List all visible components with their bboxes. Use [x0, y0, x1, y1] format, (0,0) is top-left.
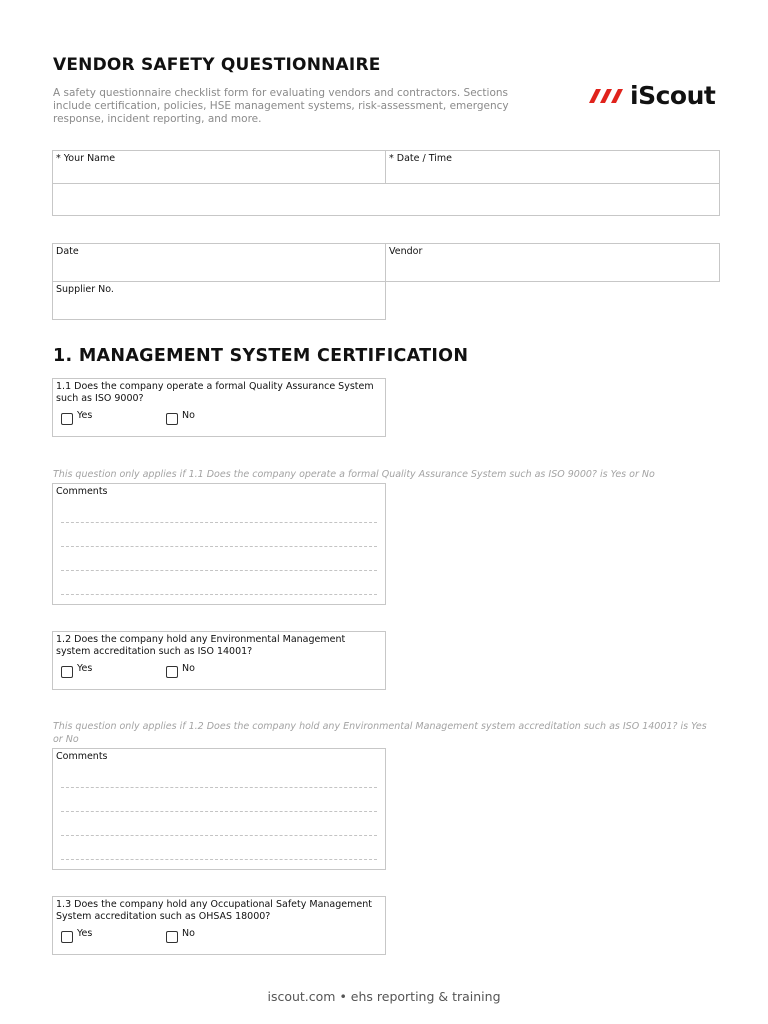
conditional-note: This question only applies if 1.1 Does the company operate a formal Quality Assurance System such as ISO 9000? is Yes or No	[53, 469, 655, 480]
vendor-field[interactable]	[385, 243, 720, 282]
option-no-label: No	[182, 928, 195, 939]
checkbox-icon[interactable]	[61, 413, 73, 425]
conditional-note: This question only applies if 1.2 Does the company hold any Environmental Management system accreditation such as ISO 14001? is Yes or No	[53, 721, 707, 745]
comments-label: Comments	[56, 751, 108, 762]
logo-text: iScout	[630, 80, 716, 110]
option-no[interactable]	[166, 663, 195, 678]
comment-line	[61, 859, 377, 860]
supplier-no-field[interactable]	[52, 281, 386, 320]
comments-field[interactable]	[52, 748, 386, 870]
date-time-label: * Date / Time	[389, 153, 452, 164]
date-time-field[interactable]	[385, 150, 720, 184]
section-heading: 1. MANAGEMENT SYSTEM CERTIFICATION	[53, 346, 469, 366]
checkbox-icon[interactable]	[166, 931, 178, 943]
comment-line	[61, 570, 377, 571]
checkbox-icon[interactable]	[61, 666, 73, 678]
question-text: 1.2 Does the company hold any Environmental Management system accreditation such as ISO 14001?	[56, 634, 346, 657]
page-description: A safety questionnaire checklist form for evaluating vendors and contractors. Sections include certification, policies, HSE management systems, risk-assessment, emergency response, incident reporting, and more.	[53, 87, 509, 125]
date-field[interactable]	[52, 243, 386, 282]
option-no-label: No	[182, 663, 195, 674]
comments-label: Comments	[56, 486, 108, 497]
page-footer: iscout.com • ehs reporting & training	[267, 989, 501, 1004]
option-yes[interactable]	[61, 928, 92, 943]
question-1-2	[52, 631, 386, 690]
checkbox-icon[interactable]	[166, 413, 178, 425]
option-yes[interactable]	[61, 410, 92, 425]
checkbox-icon[interactable]	[166, 666, 178, 678]
option-yes-label: Yes	[77, 663, 93, 674]
question-1-1	[52, 378, 386, 437]
comment-line	[61, 835, 377, 836]
supplier-no-label: Supplier No.	[56, 284, 114, 295]
option-yes-label: Yes	[77, 410, 93, 421]
question-text: 1.1 Does the company operate a formal Quality Assurance System such as ISO 9000?	[56, 381, 374, 404]
option-no-label: No	[182, 410, 195, 421]
question-1-3	[52, 896, 386, 955]
your-name-field[interactable]	[52, 150, 386, 184]
comment-line	[61, 811, 377, 812]
comment-line	[61, 522, 377, 523]
logo-slash-icon	[588, 85, 628, 105]
iscout-logo	[588, 80, 715, 110]
option-no[interactable]	[166, 410, 195, 425]
date-label: Date	[56, 246, 79, 257]
comments-field[interactable]	[52, 483, 386, 605]
comment-line	[61, 546, 377, 547]
question-text: 1.3 Does the company hold any Occupational Safety Management System accreditation such as OHSAS 18000?	[56, 899, 372, 922]
your-name-label: * Your Name	[56, 153, 116, 164]
page-title: VENDOR SAFETY QUESTIONNAIRE	[53, 55, 381, 75]
comment-line	[61, 787, 377, 788]
option-yes[interactable]	[61, 663, 92, 678]
vendor-label: Vendor	[389, 246, 423, 257]
checkbox-icon[interactable]	[61, 931, 73, 943]
signature-field[interactable]	[52, 183, 720, 216]
option-yes-label: Yes	[77, 928, 93, 939]
option-no[interactable]	[166, 928, 195, 943]
comment-line	[61, 594, 377, 595]
